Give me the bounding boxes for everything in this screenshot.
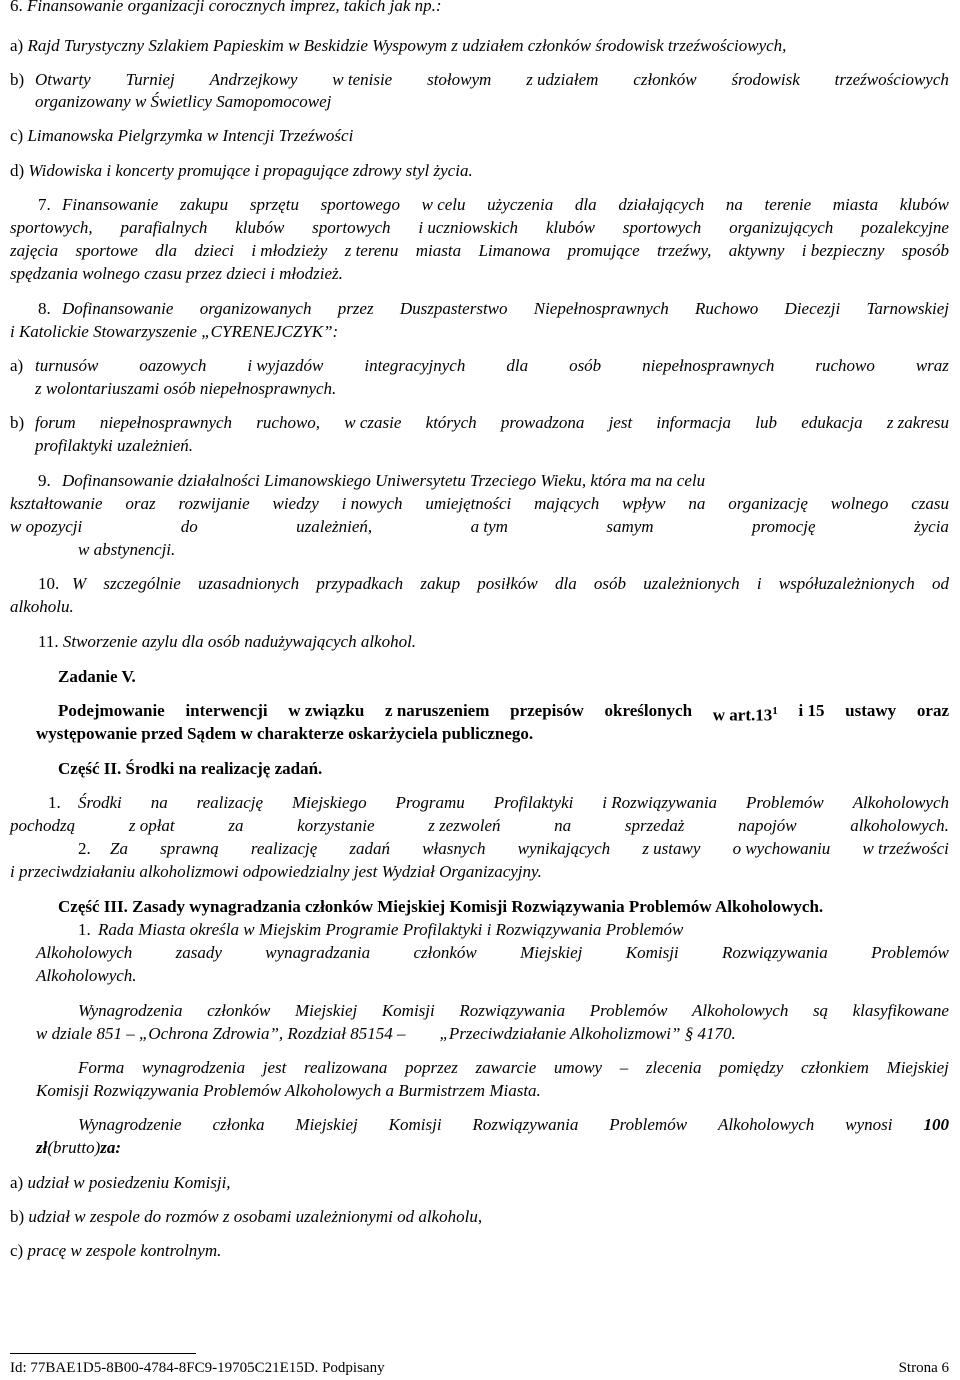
word: dzieci (194, 241, 234, 260)
word: Miejskiej (520, 943, 583, 962)
word: realizowana (303, 1058, 388, 1077)
word: na (688, 494, 706, 513)
word: integracyjnych (364, 356, 466, 375)
word: osób (569, 356, 602, 375)
word: oazowych (139, 356, 207, 375)
word: i wyjazdów (247, 356, 324, 375)
task-5-line-1: Podejmowanie interwencji w związku z naruszeniem przepisów określonych w $art.13^1$ i 15 ustawy oraz (58, 701, 949, 725)
word: klasyfikowane (852, 1001, 949, 1020)
section-6-item-b-line-1 (35, 69, 949, 91)
word: z terenu (344, 241, 399, 260)
word: zadań (349, 839, 391, 858)
word: niepełnosprawnych (99, 413, 233, 432)
word: Wynagrodzenia (78, 1001, 183, 1020)
superscript-1: 1 (772, 705, 778, 717)
word: z zakresu (886, 413, 949, 432)
word: informacja (656, 413, 732, 432)
word: umowy (553, 1058, 603, 1077)
task-5-heading: Zadanie V. (58, 667, 136, 686)
word: Turniej (125, 70, 175, 89)
word: ruchowo, (256, 413, 321, 432)
word: Miejskiego (291, 793, 367, 812)
word: Problemów (745, 793, 824, 812)
fee-item-b: b) udział w zespole do rozmów z osobami uzależnionymi od alkoholu, (10, 1207, 483, 1226)
word: mających (534, 494, 600, 513)
word: napojów (738, 816, 797, 835)
word: Dofinansowanie (62, 299, 174, 318)
section-10-line-1 (72, 573, 949, 595)
part-2-p1-line-1 (78, 792, 949, 814)
word: pomiędzy (719, 1058, 784, 1077)
word: miasta (415, 241, 462, 260)
section-10-number: 10. (38, 574, 60, 593)
word: zawarcie (475, 1058, 537, 1077)
word: Środki (78, 793, 122, 812)
word: szczególnie (103, 574, 181, 593)
word: sposób (901, 241, 949, 260)
section-8-item-a-line-2: z wolontariuszami osób niepełnosprawnych. (35, 379, 337, 398)
word: życia (914, 517, 949, 536)
word: Andrzejkowy (209, 70, 298, 89)
section-9-line-3 (10, 516, 949, 538)
fee-amount: 100 (923, 1115, 949, 1134)
section-7-line-4: spędzania wolnego czasu przez dzieci i młodzież. (10, 264, 343, 283)
word: realizację (250, 839, 318, 858)
part-2-p1-line-2 (10, 815, 949, 837)
word: uzależnionych (643, 574, 740, 593)
part-3-p1-line-1: Rada Miasta określa w Miejskim Programie Profilaktyki i Rozwiązywania Problemów (98, 920, 684, 939)
word: Miejskiej (294, 1001, 358, 1020)
word: Otwarty (35, 70, 91, 89)
word: przypadkach (316, 574, 404, 593)
section-8-line-2: i Katolickie Stowarzyszenie „CYRENEJCZYK”: (10, 322, 339, 341)
word: własnych (422, 839, 486, 858)
part-3-p2-line-1 (78, 1000, 949, 1022)
word: alkoholowych. (850, 816, 949, 835)
section-6-item-a: a) Rajd Turystyczny Szlakiem Papieskim w Beskidzie Wyspowym z udziałem członków środowisk trzeźwościowych, (10, 36, 787, 55)
task-5-line-2: występowanie przed Sądem w charakterze oskarżyciela publicznego. (36, 724, 534, 743)
word: realizację (196, 793, 264, 812)
word: z zezwoleń (428, 816, 501, 835)
section-7-number: 7. (38, 195, 51, 214)
word: o wychowaniu (732, 839, 831, 858)
word: oraz (125, 494, 156, 513)
word: turnusów (35, 356, 99, 375)
word: aktywny (728, 241, 785, 260)
word: promocję (751, 517, 816, 536)
part-3-p4-line-1: Wynagrodzenie członka Miejskiej Komisji Rozwiązywania Problemów Alkoholowych wynosi 100 (78, 1115, 949, 1134)
word: zakup (420, 574, 461, 593)
word: dla (155, 241, 177, 260)
word: na (725, 195, 743, 214)
section-8-number: 8. (38, 299, 51, 318)
word: zasady (175, 943, 222, 962)
word: kształtowanie (10, 494, 103, 513)
word: sportowych (312, 218, 391, 237)
word: Alkoholowych (852, 793, 949, 812)
part-3-p1-line-3: Alkoholowych. (36, 966, 137, 985)
word: współuzależnionych (778, 574, 915, 593)
word: Komisji (625, 943, 679, 962)
word: z ustawy (642, 839, 701, 858)
word: poprzez (405, 1058, 458, 1077)
word: wynagrodzenia (141, 1058, 246, 1077)
word: członków (633, 70, 697, 89)
word: i uczniowskich (418, 218, 519, 237)
word: sportowe (75, 241, 138, 260)
word: Problemów (871, 943, 949, 962)
section-10-line-2: alkoholu. (10, 597, 74, 616)
word: Alkoholowych (36, 943, 133, 962)
word: i (756, 574, 762, 593)
word: pochodzą (10, 816, 76, 835)
word: Rozwiązywania (722, 943, 828, 962)
word: i Rozwiązywania (602, 793, 718, 812)
word: dla (554, 574, 577, 593)
word: zakupu (180, 195, 229, 214)
word: sprzedaż (624, 816, 685, 835)
word: członków (413, 943, 477, 962)
word: jest (262, 1058, 287, 1077)
word: organizowanych (199, 299, 312, 318)
section-8-item-b-label: b) (10, 413, 25, 432)
word: trzeźwościowych (834, 70, 949, 89)
word: edukacja (801, 413, 863, 432)
page-number: Strona 6 (898, 1360, 949, 1376)
section-6-item-d: d) Widowiska i koncerty promujące i propagujące zdrowy styl życia. (10, 161, 473, 180)
section-8-item-b-line-1 (35, 412, 949, 434)
word: dla (574, 195, 597, 214)
word: umiejętności (425, 494, 512, 513)
word: w trzeźwości (862, 839, 949, 858)
section-8-item-a-label: a) (10, 356, 24, 375)
word: a tym (470, 517, 508, 536)
word: z opłat (128, 816, 175, 835)
word: Niepełnosprawnych (533, 299, 669, 318)
word: Tarnowskiej (866, 299, 949, 318)
part-3-heading: Część III. Zasady wynagradzania członków Miejskiej Komisji Rozwiązywania Problemów Alkoholowych. (58, 897, 824, 916)
word: są (812, 1001, 829, 1020)
footer-divider (10, 1353, 196, 1354)
word: wiedzy (272, 494, 319, 513)
word: Za (110, 839, 128, 858)
word: forum (35, 413, 76, 432)
section-9-line-1: Dofinansowanie działalności Limanowskiego Uniwersytetu Trzeciego Wieku, która ma na celu (62, 471, 706, 490)
word: Diecezji (784, 299, 841, 318)
section-8-item-b-line-2: profilaktyki uzależnień. (35, 436, 194, 455)
section-9-line-2 (10, 493, 949, 515)
word: Rozwiązywania (459, 1001, 566, 1020)
section-9-number: 9. (38, 471, 51, 490)
word: sprawną (160, 839, 219, 858)
word: Programu (395, 793, 465, 812)
document-id: Id: 77BAE1D5-8B00-4784-8FC9-19705C21E15D. Podpisany (10, 1360, 385, 1376)
section-6-item-c: c) Limanowska Pielgrzymka w Intencji Trzeźwości (10, 126, 354, 145)
part-3-p2-line-2: w dziale 851 – „Ochrona Zdrowia”, Rozdział 85154 – „Przeciwdziałanie Alkoholizmowi” § 4170. (36, 1024, 736, 1043)
part-3-p3-line-1 (78, 1057, 949, 1079)
word: za (228, 816, 244, 835)
word: przez (337, 299, 374, 318)
word: korzystanie (297, 816, 375, 835)
word: pozalekcyjne (861, 218, 949, 237)
word: i nowych (341, 494, 403, 513)
word: dla (506, 356, 529, 375)
word: członków (207, 1001, 271, 1020)
word: klubów (235, 218, 285, 237)
section-6-title: Finansowanie organizacji corocznych imprez, takich jak np.: (27, 0, 442, 15)
word: samym (606, 517, 654, 536)
section-6-number: 6. (10, 0, 23, 15)
word: których (425, 413, 477, 432)
word: organizację (728, 494, 808, 513)
word: – (619, 1058, 629, 1077)
word: sportowych (622, 218, 702, 237)
word: lub (755, 413, 777, 432)
word: zlecenia (645, 1058, 702, 1077)
word: osób (593, 574, 627, 593)
word: uzależnień, (296, 517, 373, 536)
word: do (180, 517, 198, 536)
word: trzeźwy, (657, 241, 712, 260)
word: terenie (764, 195, 812, 214)
word: na (554, 816, 572, 835)
word: miasta (832, 195, 879, 214)
word: środowisk (731, 70, 800, 89)
word: w tenisie (332, 70, 393, 89)
section-6-heading (10, 0, 442, 17)
word: klubów (545, 218, 595, 237)
word: wraz (915, 356, 949, 375)
part-3-p1-line-2 (36, 942, 949, 964)
word: wolnego (830, 494, 889, 513)
part-2-p2-line-1 (110, 838, 949, 860)
word: Miejskiej (886, 1058, 949, 1077)
word: Forma (78, 1058, 125, 1077)
word: w celu (421, 195, 466, 214)
word: Duszpasterstwo (399, 299, 508, 318)
word: z udziałem (526, 70, 599, 89)
section-8-line-1 (62, 298, 949, 320)
word: jest (608, 413, 633, 432)
word: wynikających (517, 839, 611, 858)
word: Ruchowo (695, 299, 759, 318)
section-7-line-1 (62, 194, 949, 216)
word: promujące (567, 241, 640, 260)
word: rozwijanie (178, 494, 250, 513)
part-3-p1-number: 1. (78, 920, 91, 939)
word: prowadzona (500, 413, 585, 432)
part-2-p2-line-2: i przeciwdziałaniu alkoholizmowi odpowiedzialny jest Wydział Organizacyjny. (10, 862, 542, 881)
word: Profilaktyki (493, 793, 574, 812)
fee-item-c: c) pracę w zespole kontrolnym. (10, 1241, 222, 1260)
word: czasu (911, 494, 949, 513)
section-7-line-2 (10, 217, 949, 239)
word: i młodzieży (251, 241, 328, 260)
word: stołowym (427, 70, 492, 89)
section-11: 11. Stworzenie azylu dla osób nadużywających alkohol. (38, 632, 417, 651)
word: klubów (899, 195, 949, 214)
word: wynagradzania (265, 943, 371, 962)
word: i bezpieczny (801, 241, 885, 260)
word: działających (618, 195, 705, 214)
part-3-p4-line-2: zł(brutto)za: (36, 1138, 122, 1157)
section-6-item-b-label: b) (10, 70, 25, 89)
word: w czasie (344, 413, 402, 432)
word: użyczenia (487, 195, 554, 214)
word: sportowych, (10, 218, 93, 237)
word: zajęcia (10, 241, 59, 260)
word: sportowego (320, 195, 400, 214)
word: sprzętu (249, 195, 299, 214)
word: Limanowa (478, 241, 551, 260)
word: od (931, 574, 949, 593)
word: członkiem (800, 1058, 869, 1077)
part-2-p1-number: 1. (48, 793, 61, 812)
word: parafialnych (120, 218, 208, 237)
word: organizujących (729, 218, 834, 237)
section-9-line-4: w abstynencji. (78, 540, 176, 559)
word: ruchowo (815, 356, 875, 375)
section-7-line-3 (10, 240, 949, 262)
section-8-item-a-line-1 (35, 355, 949, 377)
part-2-p2-number: 2. (78, 839, 91, 858)
word: Finansowanie (62, 195, 159, 214)
part-3-p3-line-2: Komisji Rozwiązywania Problemów Alkoholowych a Burmistrzem Miasta. (36, 1081, 541, 1100)
word: w opozycji (10, 517, 83, 536)
word: W (72, 574, 87, 593)
part-2-heading: Część II. Środki na realizację zadań. (58, 759, 323, 778)
word: niepełnosprawnych (642, 356, 775, 375)
word: posiłków (477, 574, 538, 593)
word: Komisji (381, 1001, 435, 1020)
fee-item-a: a) udział w posiedzeniu Komisji, (10, 1173, 231, 1192)
section-6-item-b-line-2: organizowany w Świetlicy Samopomocowej (35, 92, 332, 111)
word: Problemów (589, 1001, 668, 1020)
word: Alkoholowych (692, 1001, 789, 1020)
word: wpływ (622, 494, 666, 513)
word: na (150, 793, 168, 812)
word: uzasadnionych (198, 574, 300, 593)
